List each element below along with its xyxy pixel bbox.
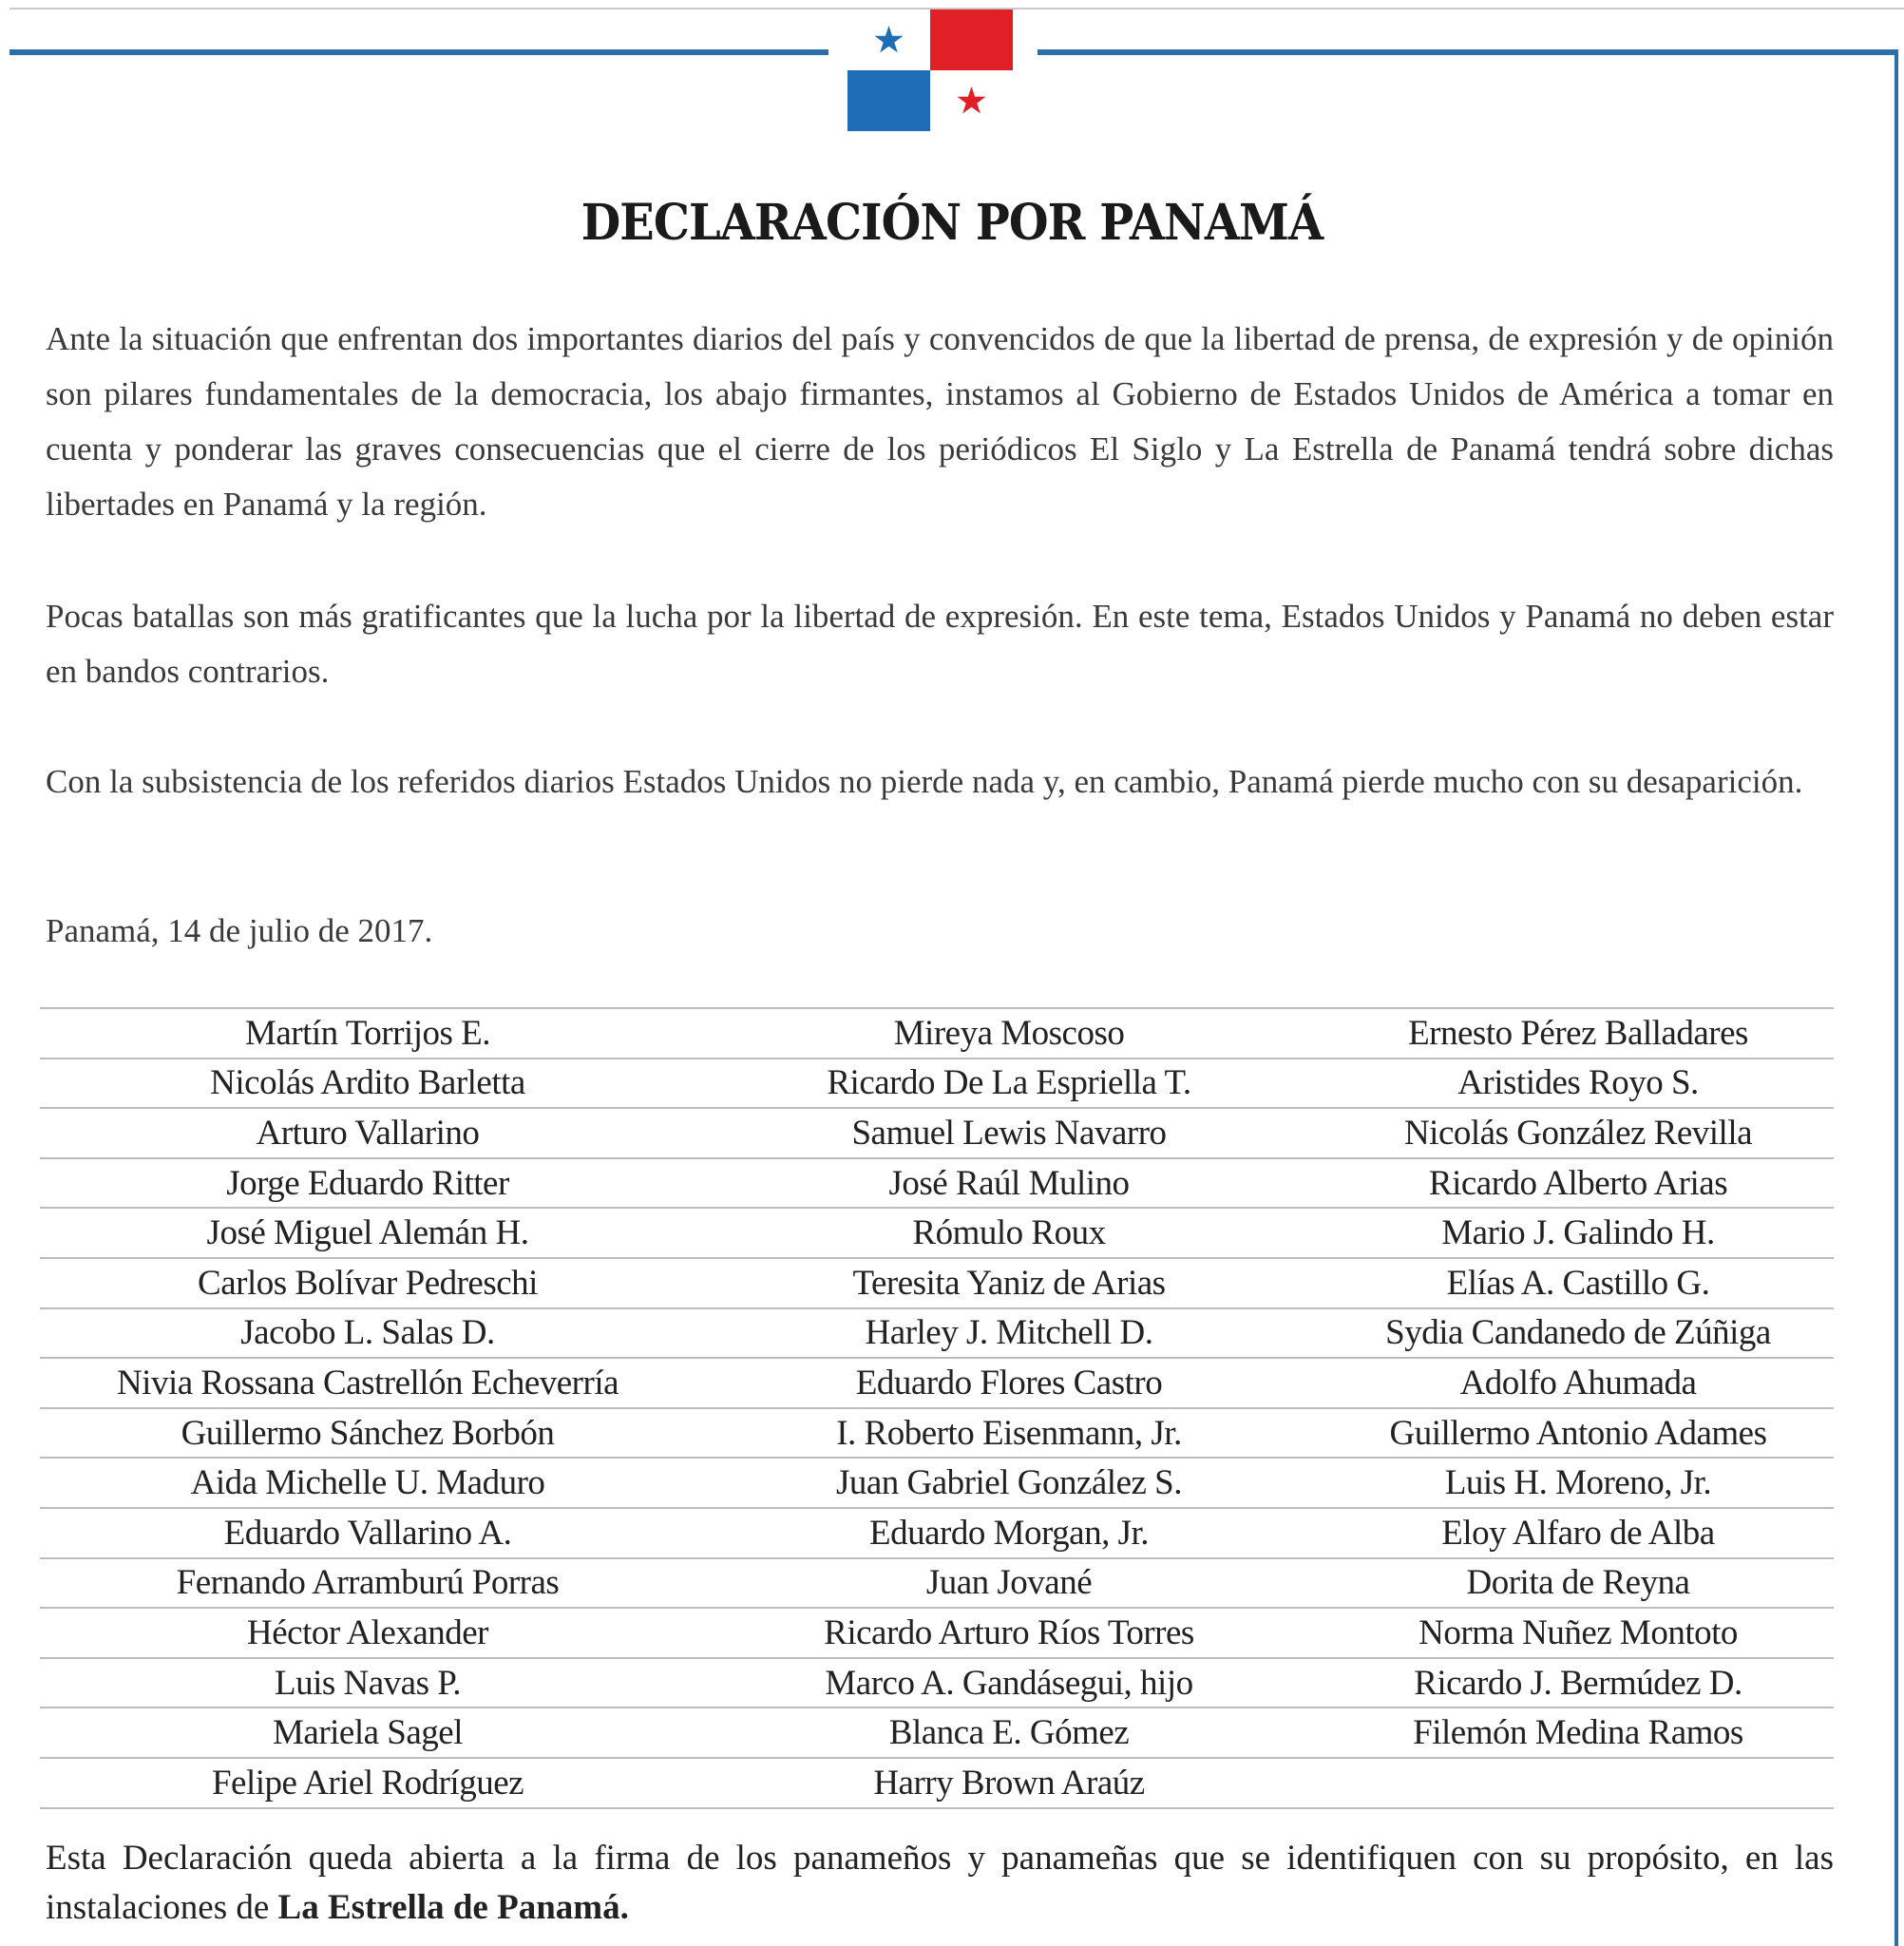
signatory-name: Marco A. Gandásegui, hijo [695,1658,1323,1708]
signatory-name: Eduardo Flores Castro [695,1358,1323,1408]
signatory-name: Juan Gabriel González S. [695,1458,1323,1508]
table-row [40,1158,1834,1209]
signatory-name: José Miguel Alemán H. [40,1208,695,1258]
closing-statement [46,1834,1834,1933]
signatory-name: Guillermo Antonio Adames [1323,1408,1834,1459]
signatory-name: Fernando Arramburú Porras [40,1558,695,1609]
signatory-name: Eloy Alfaro de Alba [1323,1508,1834,1558]
signatory-name: Nicolás Ardito Barletta [40,1059,695,1109]
signatory-name: I. Roberto Eisenmann, Jr. [695,1408,1323,1459]
signatory-name: Martín Torrijos E. [40,1008,695,1059]
table-row [40,1258,1834,1308]
signatory-name: Guillermo Sánchez Borbón [40,1408,695,1459]
table-row [40,1108,1834,1158]
signatory-name: Arturo Vallarino [40,1108,695,1158]
table-row [40,1708,1834,1758]
table-row [40,1408,1834,1459]
signatory-name: Felipe Ariel Rodríguez [40,1758,695,1808]
table-row [40,1208,1834,1258]
signatory-name: Mireya Moscoso [695,1008,1323,1059]
signatory-name [1323,1758,1834,1808]
table-row [40,1608,1834,1658]
signatory-name: Carlos Bolívar Pedreschi [40,1258,695,1308]
flag-red-quarter [930,10,1013,70]
paragraph-2: Pocas batallas son más gratificantes que la lucha por la libertad de expresión. En este tema, Estados Unidos y Panamá no deben estar en bandos contrarios. [46,598,1834,690]
newspaper-name: La Estrella de Panamá. [277,1888,629,1927]
closing-text: Esta Declaración queda abierta a la firma de los panameños y panameñas que se identifiquen con su propósito, en las instalaciones de [46,1839,1834,1927]
panama-flag [847,10,1013,131]
signatory-name: Mario J. Galindo H. [1323,1208,1834,1258]
signatory-name: Norma Nuñez Montoto [1323,1608,1834,1658]
signatory-name: Harley J. Mitchell D. [695,1308,1323,1359]
signatory-name: Dorita de Reyna [1323,1558,1834,1609]
signatory-name: Jorge Eduardo Ritter [40,1158,695,1209]
signatory-name: Elías A. Castillo G. [1323,1258,1834,1308]
signatory-name: Sydia Candanedo de Zúñiga [1323,1308,1834,1359]
signatory-name: Aida Michelle U. Maduro [40,1458,695,1508]
paragraph-3: Con la subsistencia de los referidos diarios Estados Unidos no pierde nada y, en cambio, Panamá pierde mucho con su desaparición. [46,763,1803,800]
signatory-name: Filemón Medina Ramos [1323,1708,1834,1758]
signatory-name: Eduardo Morgan, Jr. [695,1508,1323,1558]
table-row [40,1308,1834,1359]
header-rule-right [1038,49,1894,55]
signatory-name: Ricardo Alberto Arias [1323,1158,1834,1209]
table-row [40,1458,1834,1508]
page-title: DECLARACIÓN POR PANAMÁ [581,194,1323,252]
paragraph-1: Ante la situación que enfrentan dos importantes diarios del país y convencidos de que la libertad de prensa, de expresión y de opinión son pilares fundamentales de la democracia, los abajo firmantes, instamos al Gobierno de Estados Unidos de América a tomar en cuenta y ponderar las graves consecuencias que el cierre de los periódicos El Siglo y La Estrella de Panamá tendrá sobre dichas libertades en Panamá y la región. [46,320,1834,523]
signatories-table [40,1007,1834,1809]
signatory-name: Adolfo Ahumada [1323,1358,1834,1408]
signatory-name: Rómulo Roux [695,1208,1323,1258]
signatory-name: Ricardo De La Espriella T. [695,1059,1323,1109]
right-border [1894,49,1898,1946]
signatory-name: Mariela Sagel [40,1708,695,1758]
table-row [40,1008,1834,1059]
signatory-name: Héctor Alexander [40,1608,695,1658]
table-row [40,1658,1834,1708]
signatory-name: Samuel Lewis Navarro [695,1108,1323,1158]
header-rule-left [10,49,828,55]
table-row [40,1358,1834,1408]
flag-blue-quarter [847,70,930,131]
signatory-name: Eduardo Vallarino A. [40,1508,695,1558]
signatory-name: Luis Navas P. [40,1658,695,1708]
signatory-name: Ricardo Arturo Ríos Torres [695,1608,1323,1658]
signatory-name: Harry Brown Araúz [695,1758,1323,1808]
signatory-name: Ricardo J. Bermúdez D. [1323,1658,1834,1708]
signatory-name: Ernesto Pérez Balladares [1323,1008,1834,1059]
table-row [40,1508,1834,1558]
signatory-name: Jacobo L. Salas D. [40,1308,695,1359]
declaration-date: Panamá, 14 de julio de 2017. [46,912,433,949]
table-row [40,1758,1834,1808]
signatory-name: Blanca E. Gómez [695,1708,1323,1758]
signatory-name: Nivia Rossana Castrellón Echeverría [40,1358,695,1408]
signatory-name: Juan Jované [695,1558,1323,1609]
table-row [40,1059,1834,1109]
signatory-name: José Raúl Mulino [695,1158,1323,1209]
signatory-name: Luis H. Moreno, Jr. [1323,1458,1834,1508]
signatory-name: Teresita Yaniz de Arias [695,1258,1323,1308]
table-row [40,1558,1834,1609]
signatory-name: Nicolás González Revilla [1323,1108,1834,1158]
signatory-name: Aristides Royo S. [1323,1059,1834,1109]
